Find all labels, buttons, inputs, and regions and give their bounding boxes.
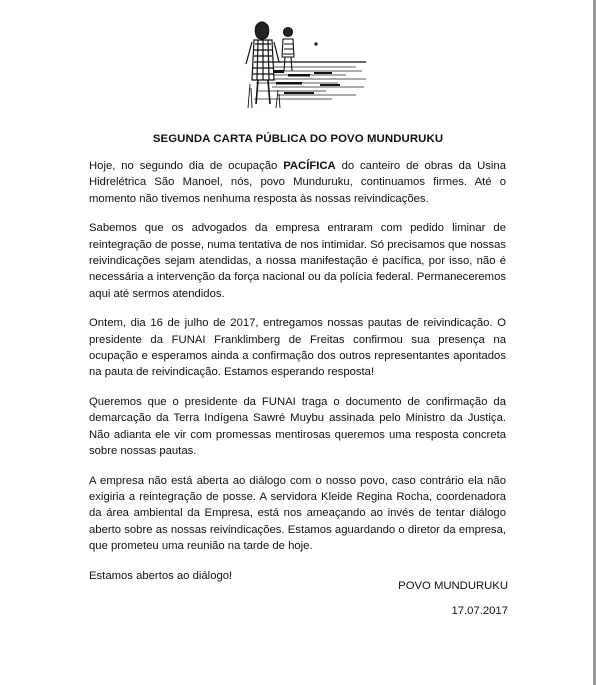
document-body bbox=[89, 158, 506, 597]
paragraph: A empresa não está aberta ao diálogo com o nosso povo, caso contrário ela não exigiria a reintegração de posse. A servidora Kleide Regina Rocha, coordenadora da área ambiental da Empresa, está nos ameaçando ao invés de tentar diálogo aberto sobre as nossas reivindicações. Estamos aguardando o diretor da empresa, que prometeu uma reunião na tarde de hoje. bbox=[89, 474, 506, 553]
paragraph: Estamos abertos ao diálogo! bbox=[89, 569, 233, 582]
paragraph: Sabemos que os advogados da empresa entraram com pedido liminar de reintegração de posse, numa tentativa de nos intimidar. Só precisamos que nossas reivindicações sejam atendidas, a nossa manifestação é pacífica, por isso, não é necessária a intervenção da força nacional ou da polícia federal. Permaneceremos aqui até sermos atendidos. bbox=[89, 222, 506, 300]
signature: POVO MUNDURUKU bbox=[398, 580, 508, 592]
document-title: SEGUNDA CARTA PÚBLICA DO POVO MUNDURUKU bbox=[152, 133, 444, 145]
date: 17.07.2017 bbox=[451, 605, 508, 618]
paragraph-text: do canteiro de obras da Usina Hidrelétrica São Manoel, nós, povo Munduruku, continuamos firmes. Até o momento não tivemos nenhuma resposta às nossas reivindicações. bbox=[89, 160, 506, 205]
paragraph bbox=[89, 158, 506, 207]
emphasis-text: PACÍFICA bbox=[283, 160, 336, 172]
paragraph: Ontem, dia 16 de julho de 2017, entregamos nossas pautas de reivindicação. O presidente da FUNAI Franklimberg de Freitas confirmou sua presença na ocupação e esperamos ainda a confirmação dos outros representantes apontados na pauta de reivindicação. Estamos esperando resposta! bbox=[89, 317, 506, 379]
paragraph-text: Hoje, no segundo dia de ocupação bbox=[89, 160, 284, 172]
header-illustration bbox=[228, 12, 368, 109]
signature-block bbox=[398, 578, 508, 620]
paragraph: Queremos que o presidente da FUNAI traga o documento de confirmação da demarcação da Terra Indígena Sawré Muybu assinada pelo Ministro da Justiça. Não adianta ele vir com promessas mentirosas queremos uma resposta concreta sobre nossas pautas. bbox=[89, 395, 506, 458]
